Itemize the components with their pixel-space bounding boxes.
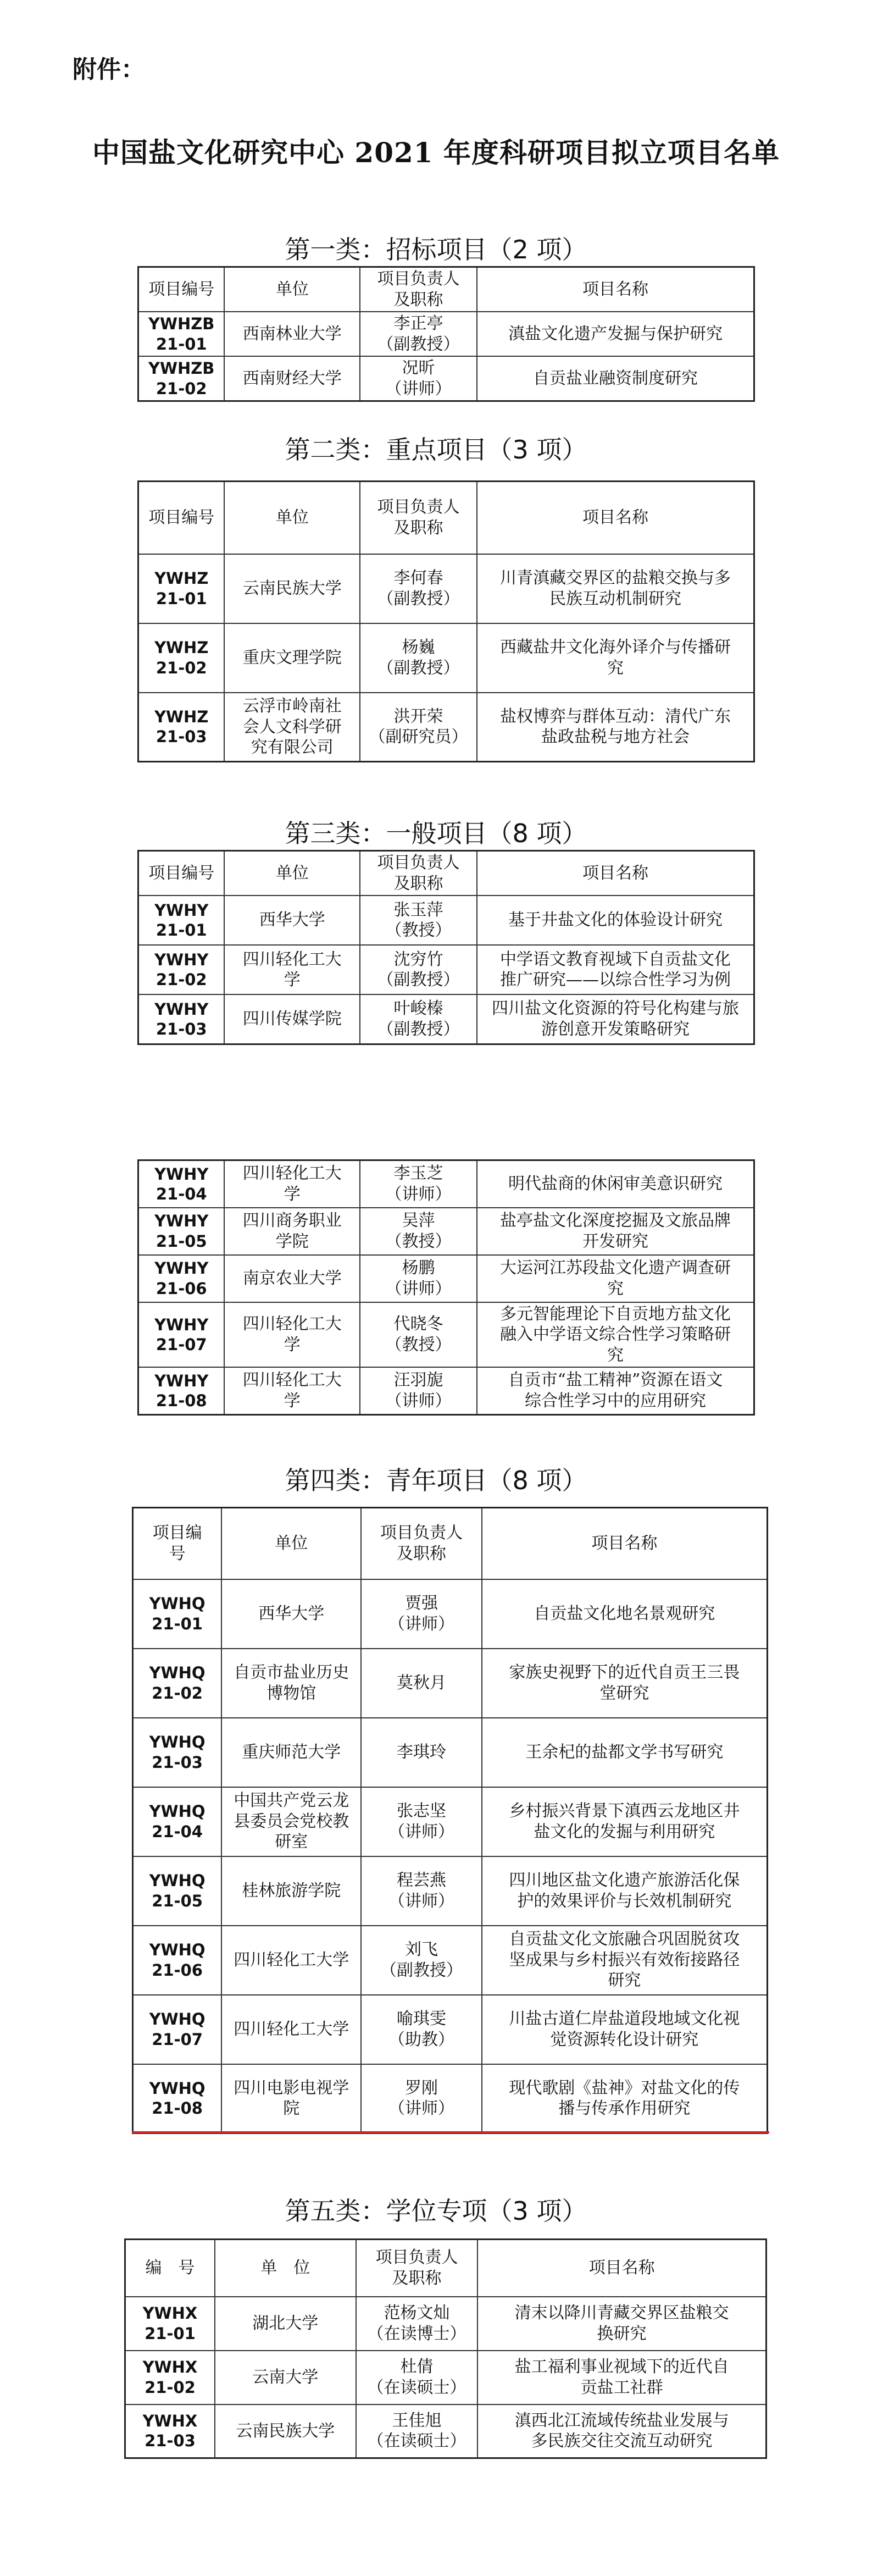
cell-unit: 云南民族大学 bbox=[224, 554, 360, 623]
cell-title: 盐工福利事业视域下的近代自 贡盐工社群 bbox=[477, 2351, 766, 2404]
cell-title: 家族史视野下的近代自贡王三畏 堂研究 bbox=[482, 1649, 768, 1718]
table-header-row bbox=[133, 1508, 768, 1579]
category-1-table bbox=[137, 266, 755, 402]
table-row bbox=[125, 2351, 767, 2404]
cell-code: YWHQ 21-08 bbox=[133, 2064, 222, 2133]
column-header: 项目编号 bbox=[138, 267, 225, 312]
cell-unit: 四川传媒学院 bbox=[224, 994, 360, 1044]
cell-code: YWHY 21-07 bbox=[138, 1302, 225, 1368]
column-header: 项目编号 bbox=[138, 851, 225, 896]
cell-code: YWHQ 21-05 bbox=[133, 1856, 222, 1926]
column-header: 项目名称 bbox=[482, 1508, 768, 1579]
cell-title: 川青滇藏交界区的盐粮交换与多 民族互动机制研究 bbox=[477, 554, 754, 623]
cell-leader: 沈穷竹 （副教授） bbox=[360, 945, 477, 994]
cell-title: 明代盐商的休闲审美意识研究 bbox=[477, 1160, 754, 1208]
cell-leader: 叶峻榛 （副教授） bbox=[360, 994, 477, 1044]
cell-unit: 西华大学 bbox=[224, 895, 360, 945]
cell-title: 多元智能理论下自贡地方盐文化 融入中学语文综合性学习策略研 究 bbox=[477, 1302, 754, 1368]
column-header: 项目负责人 及职称 bbox=[360, 851, 477, 896]
table-row bbox=[138, 1160, 754, 1208]
category-4-table bbox=[132, 1507, 768, 2134]
cell-leader: 喻琪雯 （助教） bbox=[361, 1995, 481, 2064]
cell-unit: 重庆文理学院 bbox=[224, 623, 360, 693]
table-row bbox=[133, 1649, 768, 1718]
table-row bbox=[138, 312, 754, 356]
cell-code: YWHY 21-05 bbox=[138, 1208, 225, 1255]
cell-leader: 王佳旭 （在读硕士） bbox=[356, 2404, 478, 2458]
cell-code: YWHZ 21-03 bbox=[138, 693, 225, 762]
cell-code: YWHQ 21-02 bbox=[133, 1649, 222, 1718]
column-header: 项目编号 bbox=[138, 482, 225, 554]
cell-unit: 四川轻化工大学 bbox=[221, 1926, 361, 1995]
cell-leader: 贾强 （讲师） bbox=[361, 1579, 481, 1649]
cell-unit: 四川轻化工大 学 bbox=[224, 1302, 360, 1368]
table-row bbox=[133, 1856, 768, 1926]
cell-code: YWHQ 21-03 bbox=[133, 1718, 222, 1787]
cell-code: YWHZB 21-01 bbox=[138, 312, 225, 356]
table-header-row bbox=[138, 851, 754, 896]
cell-code: YWHY 21-04 bbox=[138, 1160, 225, 1208]
column-header: 项目名称 bbox=[477, 267, 754, 312]
cell-leader: 杨巍 （副教授） bbox=[360, 623, 477, 693]
table-row bbox=[138, 554, 754, 623]
table-row bbox=[133, 1718, 768, 1787]
cell-leader: 张玉萍 （教授） bbox=[360, 895, 477, 945]
cell-unit: 云南大学 bbox=[215, 2351, 356, 2404]
table-row bbox=[138, 623, 754, 693]
category-4-heading: 第四类：青年项目（8 项） bbox=[285, 1466, 587, 1495]
table-header-row bbox=[138, 267, 754, 312]
table-row bbox=[125, 2297, 767, 2351]
column-header: 项目名称 bbox=[477, 2240, 766, 2297]
cell-title: 川盐古道仁岸盐道段地域文化视 觉资源转化设计研究 bbox=[482, 1995, 768, 2064]
cell-code: YWHZ 21-02 bbox=[138, 623, 225, 693]
cell-code: YWHY 21-03 bbox=[138, 994, 225, 1044]
cell-unit: 西南林业大学 bbox=[224, 312, 360, 356]
category-3-heading: 第三类：一般项目（8 项） bbox=[285, 819, 587, 848]
cell-leader: 洪开荣 （副研究员） bbox=[360, 693, 477, 762]
table-row bbox=[133, 1995, 768, 2064]
cell-unit: 云南民族大学 bbox=[215, 2404, 356, 2458]
cell-title: 滇盐文化遗产发掘与保护研究 bbox=[477, 312, 754, 356]
cell-leader: 李玉芝 （讲师） bbox=[360, 1160, 477, 1208]
cell-title: 四川地区盐文化遗产旅游活化保 护的效果评价与长效机制研究 bbox=[482, 1856, 768, 1926]
table-header-row bbox=[138, 482, 754, 554]
cell-leader: 代晓冬 （教授） bbox=[360, 1302, 477, 1368]
cell-code: YWHY 21-06 bbox=[138, 1255, 225, 1302]
column-header: 项目名称 bbox=[477, 482, 754, 554]
cell-unit: 桂林旅游学院 bbox=[221, 1856, 361, 1926]
cell-title: 四川盐文化资源的符号化构建与旅 游创意开发策略研究 bbox=[477, 994, 754, 1044]
cell-unit: 湖北大学 bbox=[215, 2297, 356, 2351]
cell-unit: 南京农业大学 bbox=[224, 1255, 360, 1302]
column-header: 单位 bbox=[224, 267, 360, 312]
table-row bbox=[133, 1787, 768, 1856]
cell-unit: 四川轻化工大学 bbox=[221, 1995, 361, 2064]
cell-unit: 四川轻化工大 学 bbox=[224, 1367, 360, 1414]
column-header: 单位 bbox=[224, 482, 360, 554]
cell-leader: 莫秋月 bbox=[361, 1649, 481, 1718]
cell-unit: 四川商务职业 学院 bbox=[224, 1208, 360, 1255]
table-row bbox=[138, 1208, 754, 1255]
cell-code: YWHX 21-01 bbox=[125, 2297, 215, 2351]
cell-leader: 程芸燕 （讲师） bbox=[361, 1856, 481, 1926]
cell-leader: 罗刚 （讲师） bbox=[361, 2064, 481, 2133]
cell-title: 盐权博弈与群体互动：清代广东 盐政盐税与地方社会 bbox=[477, 693, 754, 762]
cell-title: 自贡盐文化地名景观研究 bbox=[482, 1579, 768, 1649]
cell-unit: 西南财经大学 bbox=[224, 356, 360, 401]
table-row bbox=[125, 2404, 767, 2458]
table-row bbox=[133, 1926, 768, 1995]
category-2-table bbox=[137, 480, 755, 762]
table-row bbox=[138, 895, 754, 945]
cell-title: 清末以降川青藏交界区盐粮交 换研究 bbox=[477, 2297, 766, 2351]
cell-unit: 西华大学 bbox=[221, 1579, 361, 1649]
cell-title: 盐亭盐文化深度挖掘及文旅品牌 开发研究 bbox=[477, 1208, 754, 1255]
cell-unit: 四川轻化工大 学 bbox=[224, 1160, 360, 1208]
column-header: 项目负责人 及职称 bbox=[356, 2240, 478, 2297]
cell-leader: 张志坚 （讲师） bbox=[361, 1787, 481, 1856]
cell-unit: 自贡市盐业历史 博物馆 bbox=[221, 1649, 361, 1718]
column-header: 编 号 bbox=[125, 2240, 215, 2297]
table-row bbox=[138, 1367, 754, 1414]
column-header: 项目负责人 及职称 bbox=[361, 1508, 481, 1579]
document-title: 中国盐文化研究中心 2021 年度科研项目拟立项目名单 bbox=[92, 136, 780, 169]
column-header: 项目负责人 及职称 bbox=[360, 267, 477, 312]
cell-leader: 吴萍 （教授） bbox=[360, 1208, 477, 1255]
category-5-table bbox=[124, 2238, 767, 2459]
cell-code: YWHZ 21-01 bbox=[138, 554, 225, 623]
table-row bbox=[138, 994, 754, 1044]
cell-unit: 四川电影电视学 院 bbox=[221, 2064, 361, 2133]
category-1-heading: 第一类：招标项目（2 项） bbox=[285, 235, 587, 264]
cell-unit: 重庆师范大学 bbox=[221, 1718, 361, 1787]
cell-title: 王余杞的盐都文学书写研究 bbox=[482, 1718, 768, 1787]
category-3-table-part-1 bbox=[137, 850, 755, 1045]
cell-title: 滇西北江流域传统盐业发展与 多民族交往交流互动研究 bbox=[477, 2404, 766, 2458]
cell-leader: 范杨文灿 （在读博士） bbox=[356, 2297, 478, 2351]
cell-title: 大运河江苏段盐文化遗产调查研 究 bbox=[477, 1255, 754, 1302]
cell-code: YWHY 21-01 bbox=[138, 895, 225, 945]
category-3-table-part-2 bbox=[137, 1159, 755, 1416]
column-header: 单位 bbox=[224, 851, 360, 896]
column-header: 项目编 号 bbox=[133, 1508, 222, 1579]
table-row bbox=[138, 945, 754, 994]
table-row bbox=[138, 693, 754, 762]
cell-title: 乡村振兴背景下滇西云龙地区井 盐文化的发掘与利用研究 bbox=[482, 1787, 768, 1856]
red-marker-line bbox=[132, 2131, 769, 2133]
cell-unit: 云浮市岭南社 会人文科学研 究有限公司 bbox=[224, 693, 360, 762]
cell-unit: 中国共产党云龙 县委员会党校教 研室 bbox=[221, 1787, 361, 1856]
cell-code: YWHZB 21-02 bbox=[138, 356, 225, 401]
cell-leader: 杜倩 （在读硕士） bbox=[356, 2351, 478, 2404]
cell-unit: 四川轻化工大 学 bbox=[224, 945, 360, 994]
column-header: 单 位 bbox=[215, 2240, 356, 2297]
cell-code: YWHX 21-03 bbox=[125, 2404, 215, 2458]
table-row bbox=[138, 1302, 754, 1368]
cell-leader: 李琪玲 bbox=[361, 1718, 481, 1787]
cell-title: 基于井盐文化的体验设计研究 bbox=[477, 895, 754, 945]
cell-leader: 杨鹏 （讲师） bbox=[360, 1255, 477, 1302]
table-row bbox=[138, 356, 754, 401]
attachment-label: 附件： bbox=[73, 56, 145, 84]
cell-code: YWHQ 21-01 bbox=[133, 1579, 222, 1649]
cell-code: YWHX 21-02 bbox=[125, 2351, 215, 2404]
column-header: 单位 bbox=[221, 1508, 361, 1579]
cell-title: 现代歌剧《盐神》对盐文化的传 播与传承作用研究 bbox=[482, 2064, 768, 2133]
cell-leader: 李何春 （副教授） bbox=[360, 554, 477, 623]
table-row bbox=[133, 1579, 768, 1649]
cell-leader: 李正亭 （副教授） bbox=[360, 312, 477, 356]
table-header-row bbox=[125, 2240, 767, 2297]
cell-title: 自贡盐业融资制度研究 bbox=[477, 356, 754, 401]
cell-leader: 刘飞 （副教授） bbox=[361, 1926, 481, 1995]
cell-code: YWHQ 21-06 bbox=[133, 1926, 222, 1995]
table-row bbox=[133, 2064, 768, 2133]
category-5-heading: 第五类：学位专项（3 项） bbox=[285, 2196, 587, 2226]
cell-title: 中学语文教育视域下自贡盐文化 推广研究——以综合性学习为例 bbox=[477, 945, 754, 994]
cell-leader: 况昕 （讲师） bbox=[360, 356, 477, 401]
cell-code: YWHQ 21-07 bbox=[133, 1995, 222, 2064]
cell-title: 自贡市“盐工精神”资源在语文 综合性学习中的应用研究 bbox=[477, 1367, 754, 1414]
cell-code: YWHY 21-02 bbox=[138, 945, 225, 994]
cell-title: 西藏盐井文化海外译介与传播研 究 bbox=[477, 623, 754, 693]
column-header: 项目名称 bbox=[477, 851, 754, 896]
column-header: 项目负责人 及职称 bbox=[360, 482, 477, 554]
cell-title: 自贡盐文化文旅融合巩固脱贫攻 坚成果与乡村振兴有效衔接路径 研究 bbox=[482, 1926, 768, 1995]
cell-code: YWHQ 21-04 bbox=[133, 1787, 222, 1856]
cell-leader: 汪羽旎 （讲师） bbox=[360, 1367, 477, 1414]
cell-code: YWHY 21-08 bbox=[138, 1367, 225, 1414]
category-2-heading: 第二类：重点项目（3 项） bbox=[285, 435, 587, 465]
table-row bbox=[138, 1255, 754, 1302]
